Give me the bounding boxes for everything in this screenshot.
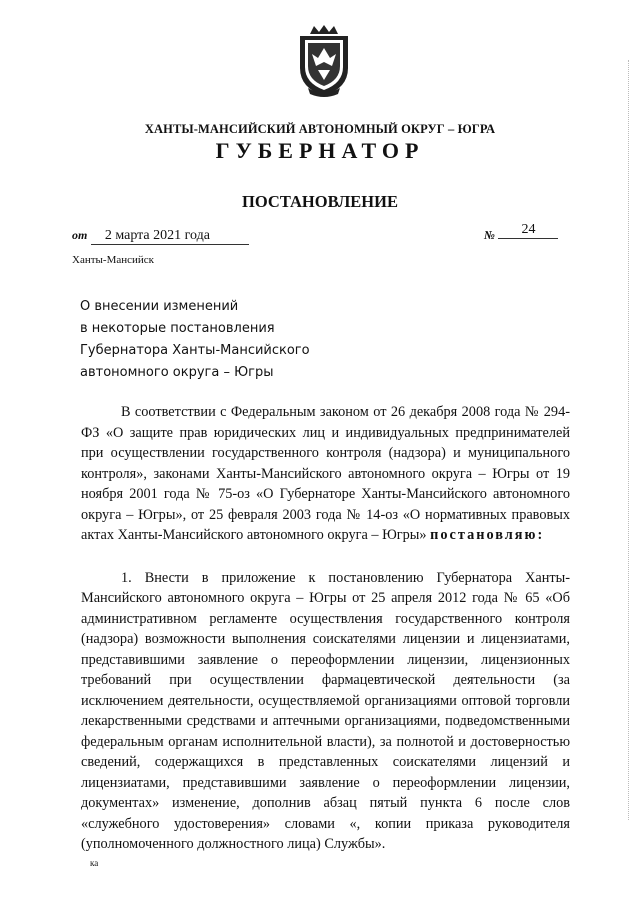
footer-mark: ка — [90, 858, 99, 868]
region-name: ХАНТЫ-МАНСИЙСКИЙ АВТОНОМНЫЙ ОКРУГ – ЮГРА — [144, 122, 496, 136]
date-line — [72, 228, 249, 245]
number-prefix: № — [484, 228, 495, 242]
resolve-word: постановляю: — [430, 527, 545, 543]
preamble-text: В соответствии с Федеральным законом от 26 декабря 2008 года № 294-ФЗ «О защите прав юридических лиц и индивидуальных предпринимателей при осуществлении государственного контроля (надзора) и муниципального контроля», законами Ханты-Мансийского автономного округа – Югры от 19 ноября 2001 года № 75-оз «О Губернаторе Ханты-Мансийского автономного округа – Югры», от 25 февраля 2003 года № 14-оз «О нормативных правовых актах Ханты-Мансийского автономного округа – Югры» — [81, 404, 570, 543]
document-body — [81, 402, 570, 855]
document-number: 24 — [498, 222, 558, 239]
number-line — [484, 222, 558, 245]
subject-line: Губернатора Ханты-Мансийского — [80, 343, 310, 358]
subject-line: в некоторые постановления — [80, 321, 275, 336]
document-type: ПОСТАНОВЛЕНИЕ — [242, 192, 398, 211]
coat-of-arms-icon — [294, 24, 354, 98]
authority-title: ГУБЕРНАТОР — [215, 138, 425, 163]
subject-line: автономного округа – Югры — [80, 365, 274, 380]
scan-edge-divider — [628, 60, 630, 820]
preamble-paragraph — [81, 402, 570, 546]
subject-block — [80, 296, 380, 384]
date-prefix: от — [72, 228, 88, 242]
city-name: Ханты-Мансийск — [72, 254, 155, 266]
subject-line: О внесении изменений — [80, 299, 239, 314]
item-1-paragraph: 1. Внести в приложение к постановлению Губернатора Ханты-Мансийского автономного округа – Югры от 25 апреля 2012 года № 65 «Об административном регламенте осуществления государственного контроля (надзора) возможности выполнения соискателями лицензии и лицензиатами, представившими заявление о переоформлении лицензии, лицензионных требований при осуществлении фармацевтической деятельности (за исключением деятельности, осуществляемой организациями оптовой торговли лекарственными средствами и аптечными организациями, подведомственными федеральным органам исполнительной власти), за полнотой и достоверностью сведений, содержащихся в представленных соискателями лицензий и лицензиатами, представившими заявление о переоформлении лицензии, документах» изменение, дополнив абзац пятый пункта 6 после слов «служебного удостоверения» словами «, копии приказа руководителя (уполномоченного должностного лица) Службы». — [81, 569, 570, 852]
document-date: 2 марта 2021 года — [91, 228, 249, 245]
